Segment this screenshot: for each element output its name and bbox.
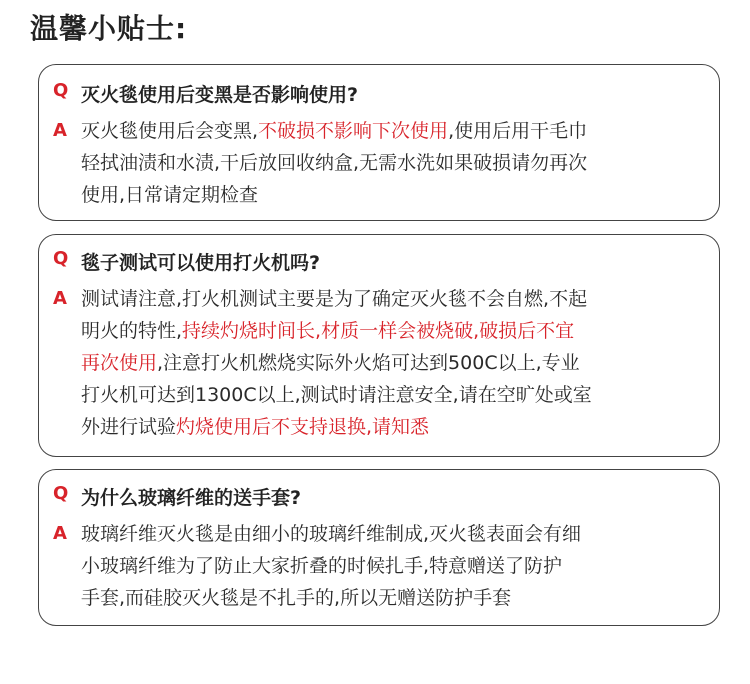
answer-line [81, 283, 703, 315]
page-title: 温馨小贴士: [30, 12, 188, 45]
answer-segment: 玻璃纤维灭火毯是由细小的玻璃纤维制成,灭火毯表面会有细 [81, 523, 582, 545]
answer-line [81, 315, 703, 347]
answer-segment: 测试请注意,打火机测试主要是为了确定灭火毯不会自燃,不起 [81, 288, 588, 310]
a-label: A [53, 120, 67, 141]
answer-segment: 打火机可达到1300C以上,测试时请注意安全,请在空旷处或室 [81, 384, 592, 406]
q-label: Q [53, 248, 69, 269]
highlighted-text: 再次使用 [81, 352, 158, 374]
answer-line [81, 115, 703, 147]
faq-card-3 [38, 469, 720, 626]
answer-segment: 轻拭油渍和水渍,干后放回收纳盒,无需水洗如果破损请勿再次 [81, 152, 588, 174]
answer-segment: 使用,日常请定期检查 [81, 184, 259, 206]
answer-segment: ,注意打火机燃烧实际外火焰可达到500C以上,专业 [157, 352, 580, 374]
question-text: 为什么玻璃纤维的送手套? [81, 487, 302, 509]
answer-line [81, 518, 703, 550]
question-text: 灭火毯使用后变黑是否影响使用? [81, 84, 359, 106]
answer-segment: 外进行试验 [81, 416, 177, 438]
answer-segment: ,使用后用干毛巾 [448, 120, 588, 142]
answer-line [81, 582, 703, 614]
answer-row [53, 283, 709, 453]
q-label: Q [53, 483, 69, 504]
answer-line [81, 347, 703, 379]
faq-card-2 [38, 234, 720, 457]
answer-text [81, 283, 703, 443]
answer-text [81, 518, 703, 614]
answer-segment: 明火的特性, [81, 320, 183, 342]
answer-row [53, 115, 709, 215]
highlighted-text: 持续灼烧时间长,材质一样会被烧破,破损后不宜 [182, 320, 575, 342]
answer-row [53, 518, 709, 622]
answer-line [81, 179, 703, 211]
answer-segment: 手套,而硅胶灭火毯是不扎手的,所以无赠送防护手套 [81, 587, 512, 609]
answer-line [81, 379, 703, 411]
question-row [53, 483, 709, 509]
answer-segment: 灭火毯使用后会变黑, [81, 120, 259, 142]
answer-text [81, 115, 703, 211]
answer-line [81, 411, 703, 443]
highlighted-text: 不破损不影响下次使用 [258, 120, 449, 142]
q-label: Q [53, 80, 69, 101]
question-text: 毯子测试可以使用打火机吗? [81, 252, 321, 274]
answer-line [81, 147, 703, 179]
faq-card-1 [38, 64, 720, 221]
a-label: A [53, 523, 67, 544]
answer-segment: 小玻璃纤维为了防止大家折叠的时候扎手,特意赠送了防护 [81, 555, 563, 577]
question-row [53, 248, 709, 274]
answer-line [81, 550, 703, 582]
question-row [53, 80, 709, 106]
highlighted-text: 灼烧使用后不支持退换,请知悉 [176, 416, 430, 438]
a-label: A [53, 288, 67, 309]
